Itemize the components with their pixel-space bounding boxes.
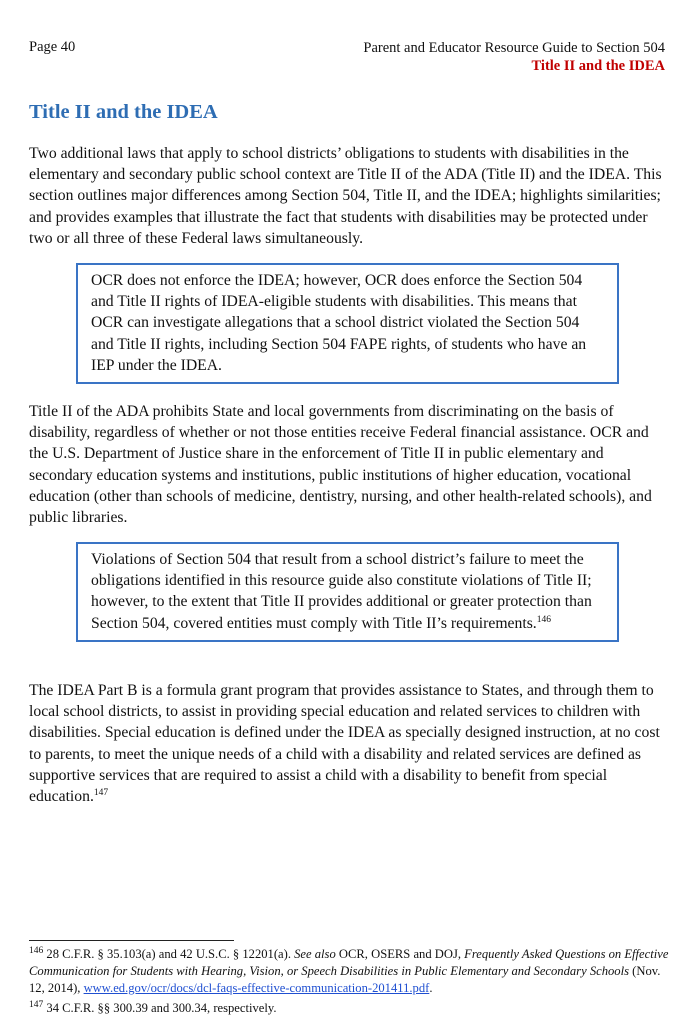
footnote-146-date: (Nov. 12, 2014), xyxy=(29,963,661,995)
callout-violations xyxy=(76,542,619,642)
callout-ocr-text: OCR does not enforce the IDEA; however, OCR does enforce the Section 504 and Title II rights of IDEA-eligible students with disabilities. This means that OCR can investigate allegations that a school district violated the Section 504 and Title II rights, including Section 504 FAPE rights, of students who have an IEP under the IDEA. xyxy=(91,272,587,374)
footnote-146-agencies: OCR, OSERS and DOJ, xyxy=(338,947,462,961)
paragraph-idea xyxy=(29,680,669,807)
footnote-146-period: . xyxy=(429,980,433,995)
callout-violations-text: Violations of Section 504 that result from a school district’s failure to meet the obligations identified in this resource guide also constitute violations of Title II; however, to the extent that Title II provides additional or greater protection than Section 504, covered entities must comply with Title II’s requirements. xyxy=(91,551,592,632)
footnote-146-number: 146 xyxy=(29,945,44,956)
paragraph-idea-text: The IDEA Part B is a formula grant program that provides assistance to States, and through them to local school districts, to assist in providing special education and related services to children with disabilities. Special education is defined under the IDEA as specially designed instruction, at no cost to parents, to meet the unique needs of a child with a disability and related services are defined as supportive services that are required to assist a child with a disability to benefit from special education. xyxy=(29,682,660,806)
footnote-146-see-also: See also xyxy=(294,947,336,961)
footnote-146-citation: 28 C.F.R. § 35.103(a) and 42 U.S.C. § 12201(a). xyxy=(46,947,291,961)
footnote-146-title: Frequently Asked Questions on Effective Communication for Students with Hearing, Vision, or Speech Disabilities in Public Elementary and Secondary Schools xyxy=(29,947,669,978)
section-title: Title II and the IDEA xyxy=(29,101,218,123)
page-number: Page 40 xyxy=(29,39,76,55)
paragraph-title-ii: Title II of the ADA prohibits State and local governments from discriminating on the basis of disability, regardless of whether or not those entities receive Federal financial assistance. OCR and the U.S. Department of Justice share in the enforcement of Title II in public elementary and secondary education systems and institutions, public institutions of higher education, vocational education (other than schools of medicine, dentistry, nursing, and other health-related schools), and public libraries. xyxy=(29,403,652,527)
footnote-146-link[interactable]: www.ed.gov/ocr/docs/dcl-faqs-effective-communication-201411.pdf xyxy=(83,980,430,995)
footnote-147-number: 147 xyxy=(29,999,44,1010)
guide-title: Parent and Educator Resource Guide to Section 504 xyxy=(363,40,665,56)
footnote-147 xyxy=(29,1000,671,1017)
footnote-ref-146[interactable]: 146 xyxy=(536,614,551,625)
footnote-147-text: 34 C.F.R. §§ 300.39 and 300.34, respectively. xyxy=(46,1001,277,1015)
paragraph-intro: Two additional laws that apply to school districts’ obligations to students with disabilities in the elementary and secondary public school context are Title II of the ADA (Title II) and the IDEA. This section outlines major differences among Section 504, Title II, and the IDEA; highlights similarities; and provides examples that illustrate the fact that students with disabilities may be protected under two or all three of these Federal laws simultaneously. xyxy=(29,145,662,247)
footnote-divider xyxy=(29,940,234,941)
running-header xyxy=(363,39,665,75)
footnote-ref-147[interactable]: 147 xyxy=(93,787,109,798)
section-label: Title II and the IDEA xyxy=(531,58,665,74)
callout-ocr-enforcement xyxy=(76,263,619,384)
footnote-146 xyxy=(29,946,671,996)
